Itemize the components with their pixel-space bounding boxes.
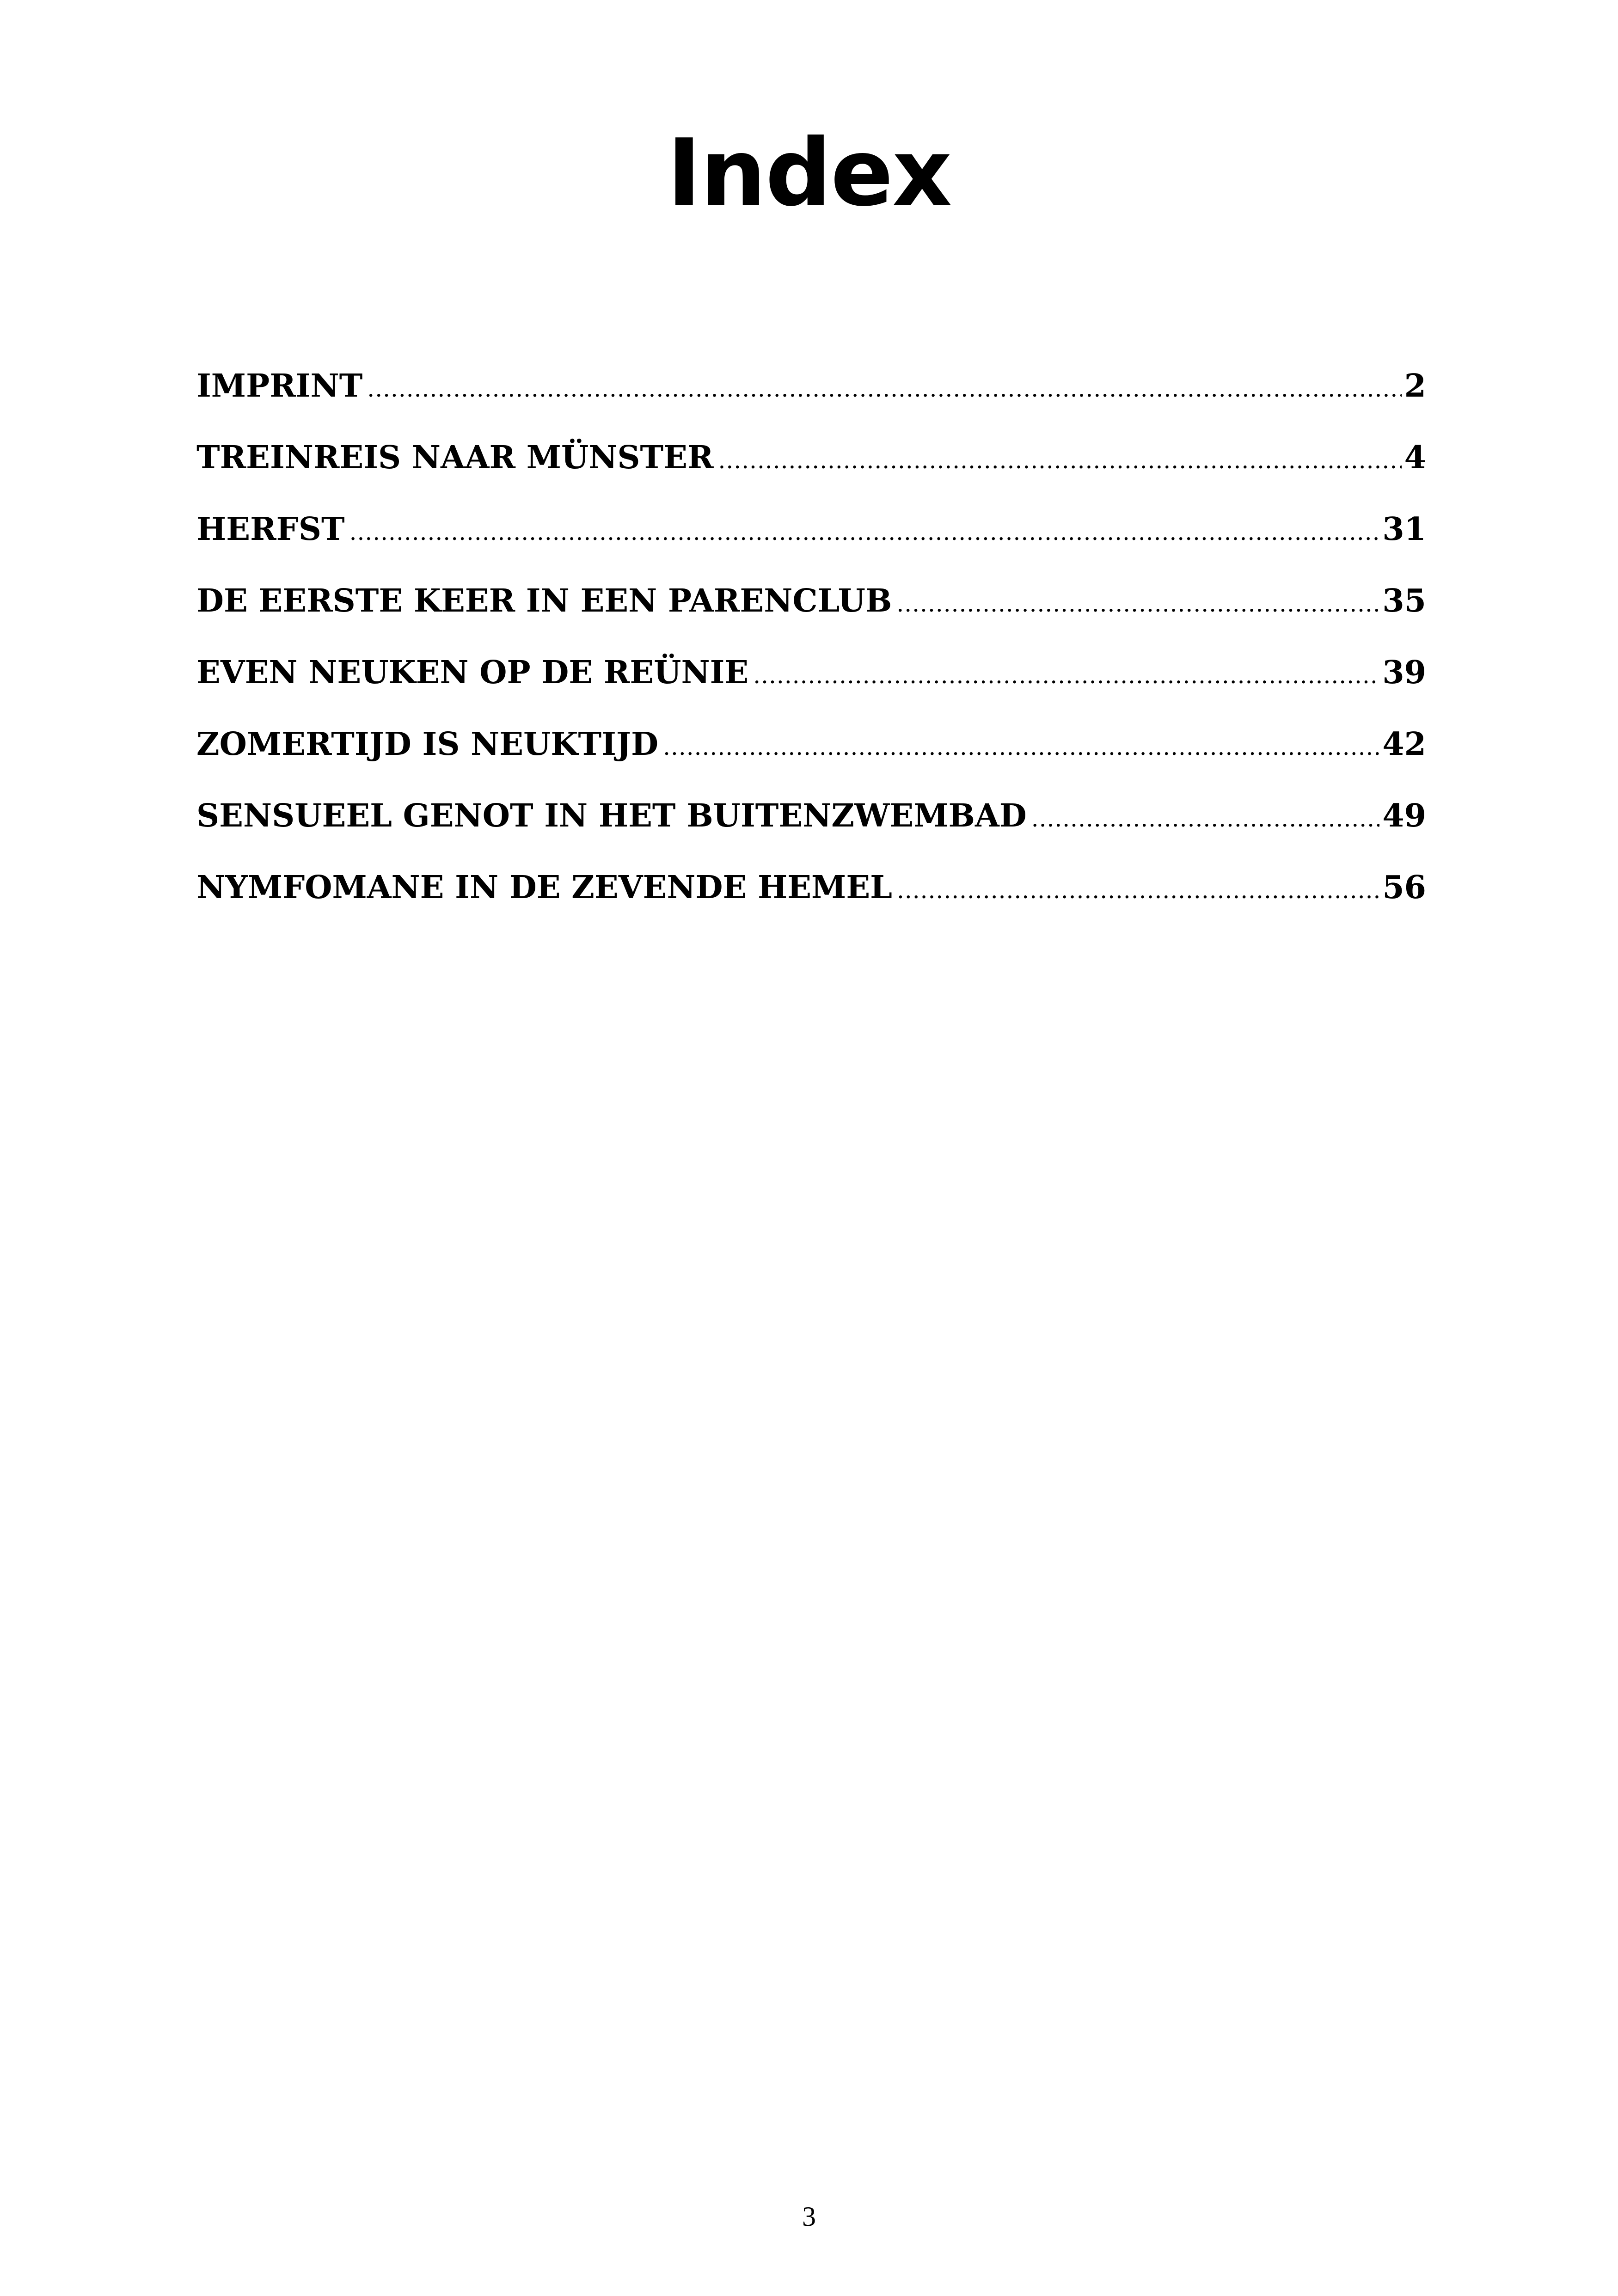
toc-entry-title: NYMFOMANE IN DE ZEVENDE HEMEL <box>196 869 892 906</box>
toc-entry-sensueel-genot[interactable] <box>196 790 1426 862</box>
toc-dot-leader <box>349 507 1380 557</box>
toc-dot-leader <box>896 578 1379 629</box>
toc-entry-page: 31 <box>1382 511 1426 548</box>
toc-entry-title: ZOMERTIJD IS NEUKTIJD <box>196 726 659 763</box>
toc-dot-leader <box>1031 793 1380 844</box>
toc-dot-leader <box>753 650 1379 701</box>
toc-entry-zomertijd[interactable] <box>196 719 1426 790</box>
toc-dot-leader <box>718 435 1401 486</box>
toc-entry-title: DE EERSTE KEER IN EEN PARENCLUB <box>196 582 892 619</box>
page-number: 3 <box>802 2201 816 2232</box>
toc-entry-title: TREINREIS NAAR MÜNSTER <box>196 439 714 476</box>
toc-entry-page: 42 <box>1382 726 1426 763</box>
toc-entry-page: 49 <box>1382 797 1426 834</box>
toc-entry-treinreis-naar-munster[interactable] <box>196 432 1426 504</box>
toc-entry-title: EVEN NEUKEN OP DE REÜNIE <box>196 654 749 691</box>
toc-entry-title: HERFST <box>196 511 345 548</box>
toc-dot-leader <box>663 722 1379 772</box>
toc-entry-de-eerste-keer[interactable] <box>196 576 1426 647</box>
toc-dot-leader <box>897 865 1379 916</box>
toc-entry-nymfomane[interactable] <box>196 862 1426 934</box>
toc-entry-page: 35 <box>1382 582 1426 619</box>
toc-entry-title: IMPRINT <box>196 367 363 404</box>
toc-entry-even-neuken[interactable] <box>196 647 1426 719</box>
toc-entry-page: 4 <box>1404 439 1426 476</box>
toc-entry-page: 39 <box>1382 654 1426 691</box>
page-title: Index <box>667 119 951 227</box>
toc-entry-imprint[interactable] <box>196 361 1426 432</box>
toc-entry-title: SENSUEEL GENOT IN HET BUITENZWEMBAD <box>196 797 1027 834</box>
toc-dot-leader <box>367 363 1401 414</box>
table-of-contents <box>196 361 1426 934</box>
toc-entry-herfst[interactable] <box>196 504 1426 576</box>
toc-entry-page: 56 <box>1382 869 1426 906</box>
toc-entry-page: 2 <box>1404 367 1426 404</box>
